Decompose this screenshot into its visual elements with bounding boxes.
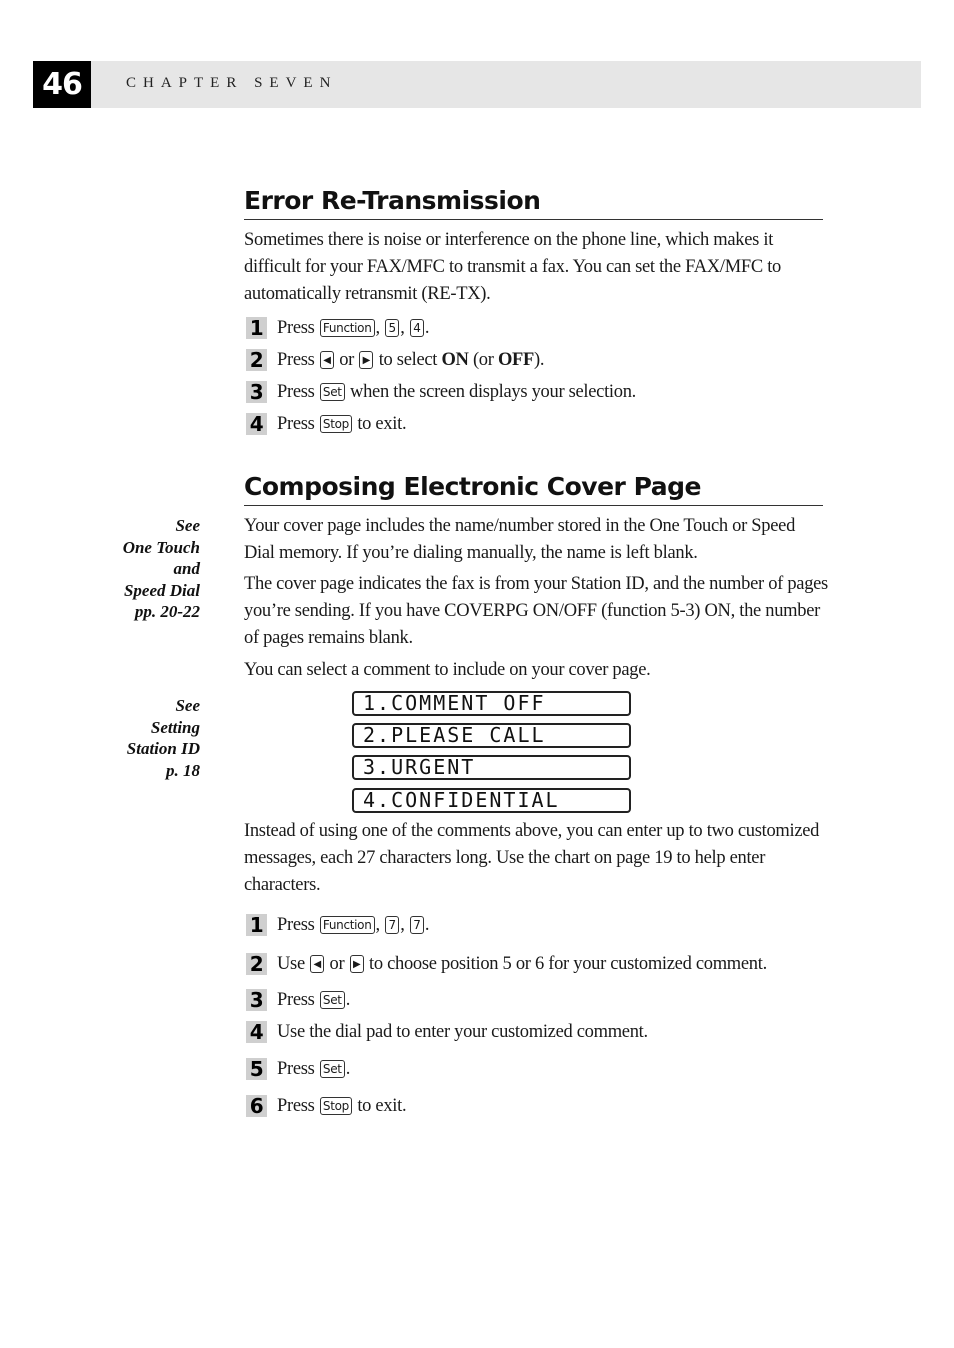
cover-page-paragraph-2: The cover page indicates the fax is from your Station ID, and the number of pages you’re sending. If you have COVERPG ON/OFF (function 5-3) ON, the number of pages remains blank. [244,574,828,648]
set-key: Set [320,383,345,401]
intro-paragraph: Sometimes there is noise or interference on the phone line, which makes it difficult for your FAX/MFC to transmit a fax. You can set the FAX/MFC to automatically retransmit (RE-TX). [244,230,781,304]
digit-7-key: 7 [385,916,399,934]
step-3: 3 Press Set . [246,988,826,1012]
cover-page-paragraph-4: Instead of using one of the comments above, you can enter up to two customized messages, each 27 characters long. Use the chart on page 19 to help enter characters. [244,821,820,895]
sidenote-speed-dial-reference: See One Touch and Speed Dial pp. 20-22 [122,516,200,621]
stop-key: Stop [320,1097,352,1115]
step-4: 4 Use the dial pad to enter your customized comment. [246,1020,826,1044]
section-title-cover-page: Composing Electronic Cover Page [244,472,823,506]
step-5: 5 Press Set . [246,1057,826,1081]
sidenote-station-id-reference: See Setting Station ID p. 18 [126,696,200,780]
set-key: Set [320,1060,345,1078]
digit-7-key: 7 [410,916,424,934]
step-6: 6 Press Stop to exit. [246,1094,826,1118]
step-number: 6 [246,1095,267,1117]
right-arrow-key-icon: ▶ [359,351,373,369]
step-number: 1 [246,317,267,339]
lcd-option-confidential: 4.CONFIDENTIAL [352,788,631,813]
step-number: 3 [246,989,267,1011]
lcd-option-urgent: 3.URGENT [352,755,631,780]
lcd-option-please-call: 2.PLEASE CALL [352,723,631,748]
step-number: 4 [246,1021,267,1043]
step-4: 4 Press Stop to exit. [246,412,826,436]
step-number: 2 [246,953,267,975]
step-number: 2 [246,349,267,371]
cover-page-paragraph-1: Your cover page includes the name/number stored in the One Touch or Speed Dial memory. If you’re dialing manually, the name is left blank. [244,516,796,563]
step-1: 1 Press Function , 5 , 4 . [246,316,826,340]
function-key: Function [320,916,375,934]
page-number: 46 [33,61,91,108]
right-arrow-key-icon: ▶ [350,955,364,973]
function-key: Function [320,319,375,337]
step-number: 3 [246,381,267,403]
step-3: 3 Press Set when the screen displays your selection. [246,380,826,404]
set-key: Set [320,991,345,1009]
digit-5-key: 5 [385,319,399,337]
digit-4-key: 4 [410,319,424,337]
section-title-error-retransmission: Error Re-Transmission [244,186,823,220]
step-number: 1 [246,914,267,936]
step-2: 2 Use ◀ or ▶ to choose position 5 or 6 for your customized comment. [246,952,826,976]
cover-page-paragraph-3: You can select a comment to include on your cover page. [244,660,651,680]
left-arrow-key-icon: ◀ [310,955,324,973]
step-2: 2 Press ◀ or ▶ to select ON (or OFF ). [246,348,826,372]
lcd-option-comment-off: 1.COMMENT OFF [352,691,631,716]
step-1: 1 Press Function , 7 , 7 . [246,913,826,937]
step-number: 4 [246,413,267,435]
stop-key: Stop [320,415,352,433]
left-arrow-key-icon: ◀ [320,351,334,369]
step-number: 5 [246,1058,267,1080]
chapter-title: CHAPTER SEVEN [126,75,338,91]
